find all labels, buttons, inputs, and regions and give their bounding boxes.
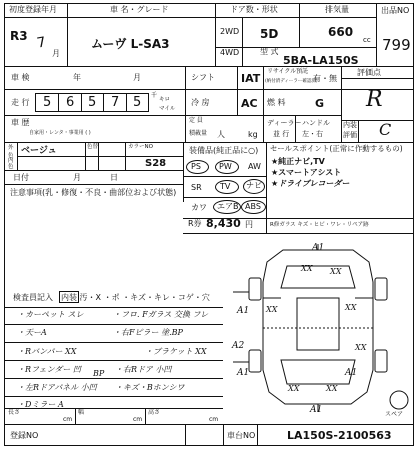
interior-grade-label: 内装 <box>343 121 357 129</box>
handle-label: ハンドル <box>302 119 330 127</box>
lot-number-value: 799 <box>382 36 411 54</box>
auction-sheet <box>4 3 414 446</box>
capacity-unit: 人 <box>217 130 225 139</box>
shift-value: IAT <box>241 72 261 85</box>
mileage-digit-3: 5 <box>88 95 97 110</box>
color-no-value: S28 <box>145 158 167 169</box>
color-change-label: 色替 <box>87 144 99 150</box>
chassis-number-value: LA150S-2100563 <box>287 429 392 442</box>
mark-left-a1-rear: A1 <box>237 368 250 378</box>
inspector-line-4: ・Rフェンダー 凹 <box>17 365 81 374</box>
car-name-grade-label: 車 名・グレード <box>110 5 169 14</box>
equipment-navi: ナビ <box>246 181 262 190</box>
history-label: 車 歴 <box>11 118 30 127</box>
mark-left-xx-1: XX <box>266 305 278 314</box>
drive-4wd-label: 4WD <box>220 48 240 57</box>
width-unit: cm <box>133 416 143 423</box>
capacity-label: 定 員 <box>189 117 203 124</box>
registration-month: 7 <box>35 34 48 52</box>
mark-rear-xx-2: XX <box>326 384 338 393</box>
equipment-airbag: エアB <box>217 202 239 211</box>
exterior-color-label-2: 色 <box>8 153 14 159</box>
displacement-unit: cc <box>363 36 371 44</box>
doors-label: ドア数・形状 <box>230 5 278 14</box>
registration-year: R3 <box>10 29 28 43</box>
equipment-sr: SR <box>191 183 202 192</box>
mark-left-a2: A2 <box>232 341 245 351</box>
load-unit: kg <box>248 130 258 139</box>
inspector-line-5-right: ・キズ・Bホンシワ <box>115 383 185 392</box>
history-sub-label: 自家用・レンタ・事業用 ( ) <box>29 130 91 136</box>
recycle-sub-label: (納付済ディーラー確認済) <box>265 79 318 84</box>
drive-2wd-label: 2WD <box>220 27 240 36</box>
exterior-color-label: 外 <box>8 145 14 151</box>
inspector-line-5: ・左Rドアパネル 小凹 <box>17 383 97 392</box>
ac-value: AC <box>241 97 258 110</box>
grade-value: R <box>366 87 383 112</box>
inspector-line-2: ・天ーA <box>17 328 47 337</box>
mark-front-xx-1: XX <box>301 264 313 273</box>
mileage-digit-1: 5 <box>43 95 52 110</box>
chassis-number-label: 車台NO <box>227 431 256 440</box>
sales-point-3: ★ドライブレコーダー <box>271 179 350 188</box>
mileage-digit-4: 7 <box>111 95 120 110</box>
dealer-label: ディーラー <box>267 119 302 127</box>
ac-label: 冷 房 <box>191 98 210 107</box>
spare-label: スペア <box>385 411 404 418</box>
r-tax-value: 8,430 <box>206 217 241 230</box>
inspector-line-1: ・カーペット スレ <box>17 310 84 319</box>
length-label: 長さ <box>8 409 21 416</box>
interior-color-label: 内 <box>8 158 14 164</box>
shift-label: シフト <box>191 73 215 82</box>
first-registration-label: 初度登録年月 <box>9 5 57 14</box>
grade-label: 評価点 <box>357 68 381 77</box>
mileage-digit-5: 5 <box>133 95 142 110</box>
inspector-line-3-right: ・ブラケット XX <box>145 347 207 356</box>
inspector-line-3: ・Rバンパー XX <box>17 347 77 356</box>
displacement-value: 660 <box>328 25 354 39</box>
mileage-unit-thousand: 千 <box>151 92 158 99</box>
equipment-title: 装備品(純正品に○) <box>189 146 259 155</box>
date-day-unit: 日 <box>110 173 118 182</box>
equipment-abs: ABS <box>245 202 261 211</box>
equipment-aw: AW <box>248 162 261 171</box>
mark-front-xx-2: XX <box>330 267 342 276</box>
height-label: 高さ <box>148 409 161 416</box>
inspector-line-2-right: ・右Fピラー 塗.BP <box>113 328 183 337</box>
fuel-value: G <box>315 97 325 110</box>
mark-right-xx-2: XX <box>355 343 367 352</box>
inspector-categories: 内装 汚・X ・ポ ・キズ・キレ・コゲ・穴 <box>61 293 210 302</box>
inspector-line-6: ・Dミラー A <box>17 400 64 409</box>
month-unit-label: 月 <box>52 49 60 58</box>
width-label: 幅 <box>78 409 85 416</box>
mileage-digit-2: 6 <box>66 95 75 110</box>
length-unit: cm <box>63 416 73 423</box>
mileage-label: 走 行 <box>11 98 30 107</box>
car-name-value: ムーヴ L-SA3 <box>91 37 170 51</box>
equipment-ps: PS <box>191 162 201 171</box>
fuel-label: 燃 料 <box>267 98 286 107</box>
exterior-color-value: ベージュ <box>21 146 57 156</box>
inspection-label: 車 検 <box>11 73 30 82</box>
dealer-sub-label: 並 行 <box>273 130 290 138</box>
equipment-tv: TV <box>220 182 231 191</box>
mileage-unit-km: キロ <box>159 97 171 103</box>
sales-points-title: セールスポイント(正常に作動するもの) <box>270 144 403 153</box>
inspection-month-unit: 月 <box>133 73 141 82</box>
equipment-pw: PW <box>219 162 232 171</box>
date-label: 日付 <box>13 173 29 182</box>
model-value: 5BA-LA150S <box>283 54 359 67</box>
inspector-line-4-right: ・右Rドア 小凹 <box>115 365 172 374</box>
mark-rear-xx-1: XX <box>288 384 300 393</box>
r-tax-label: R券 <box>188 219 202 228</box>
sales-point-2: ★スマートアシスト <box>271 168 342 177</box>
interior-color-label-2: 色 <box>8 164 14 170</box>
inspector-line-4-bp: BP <box>93 369 105 378</box>
sales-point-1: ★純正ナビ,TV <box>271 157 325 166</box>
symbol-key: R修ガラス キズ・ヒビ・ワレ・リペア跡 <box>270 222 369 228</box>
color-no-label: カラーNO <box>128 144 153 150</box>
handle-sub-label: 左・右 <box>302 130 323 138</box>
recycle-value: 有・無 <box>313 74 337 83</box>
car-damage-diagram <box>223 242 413 422</box>
mark-rear-a1: A1 <box>310 405 323 415</box>
mark-right-a1-rear: A1 <box>345 368 358 378</box>
interior-grade-value: C <box>379 120 392 139</box>
mark-left-a1: A1 <box>237 306 250 316</box>
lot-number-label: 出品NO <box>381 6 410 15</box>
caution-label: 注意事項(乳・修復・不良・曲部位および状態) <box>10 188 177 197</box>
registration-number-label: 登録NO <box>10 431 39 440</box>
load-label: 積載量 <box>189 130 208 137</box>
displacement-label: 排気量 <box>325 5 349 14</box>
r-tax-unit: 円 <box>245 220 253 229</box>
interior-grade-label-2: 評価 <box>343 131 357 139</box>
mark-right-xx-1: XX <box>345 303 357 312</box>
inspection-year-unit: 年 <box>73 73 81 82</box>
mileage-unit-mile: マイル <box>159 106 176 112</box>
model-label: 型 式 <box>260 47 279 56</box>
inspector-line-1-right: ・フロ. Fガラス 交換 フレ <box>113 310 209 319</box>
date-month-unit: 月 <box>73 173 81 182</box>
equipment-leather: カワ <box>191 203 207 212</box>
recycle-label: リサイクル預託 <box>267 68 309 75</box>
inspector-label: 検査員記入 <box>13 293 53 302</box>
mark-front-a1: A1 <box>312 243 325 253</box>
height-unit: cm <box>209 416 219 423</box>
doors-value: 5D <box>260 27 279 41</box>
